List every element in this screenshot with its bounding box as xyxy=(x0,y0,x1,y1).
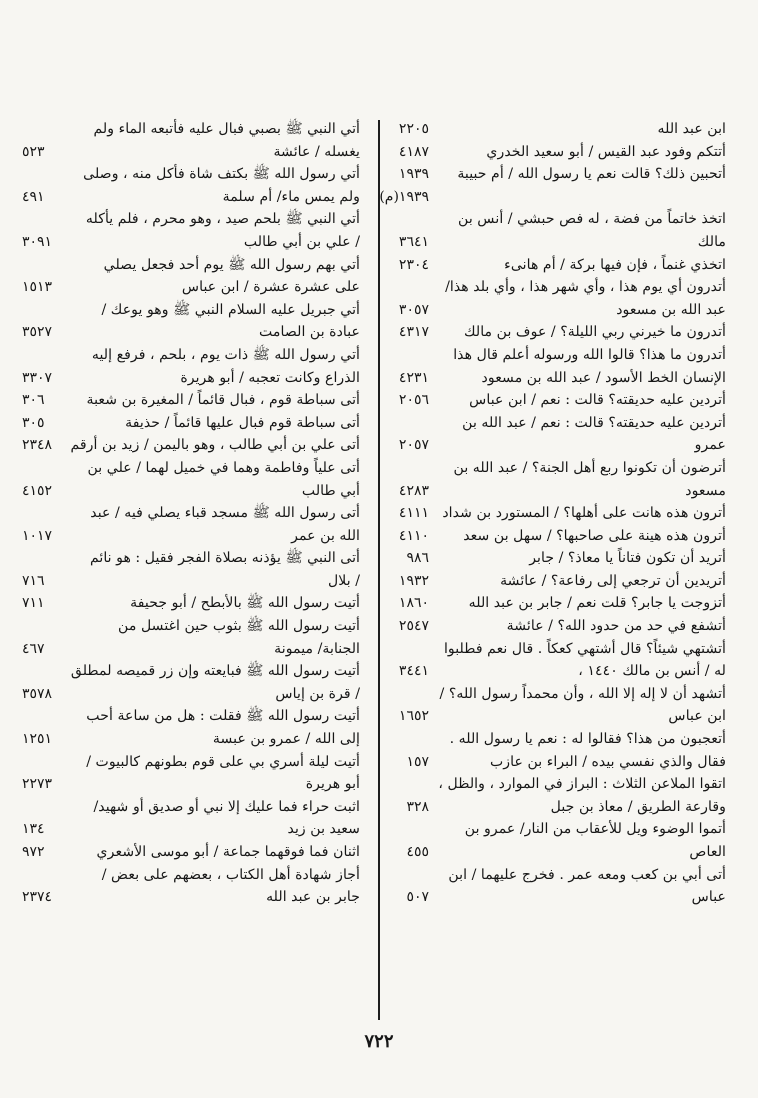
index-entry xyxy=(22,299,360,322)
entry-text: جابر بن عبد الله xyxy=(266,889,360,906)
entry-text: أتريد أن تكون فتاناً يا معاذ؟ / جابر xyxy=(529,550,726,567)
entry-text: أتي النبي ﷺ بلحم صيد ، وهو محرم ، فلم يأكله xyxy=(85,211,360,228)
index-entry xyxy=(383,344,728,367)
index-entry xyxy=(383,389,728,412)
entry-text: أبو هريرة xyxy=(305,776,360,793)
index-entry xyxy=(383,254,728,277)
entry-text: فقال والذي نفسي بيده / البراء بن عازب xyxy=(489,753,726,770)
entry-number: ٥٢٣ xyxy=(22,143,45,160)
index-entry xyxy=(22,118,360,141)
entry-number: ٤٦٧ xyxy=(22,640,45,657)
index-entry xyxy=(22,389,360,412)
index-entry xyxy=(22,276,360,299)
index-entry xyxy=(383,141,728,164)
entry-number: ٧١٦ xyxy=(22,572,45,589)
entry-text: عمرو xyxy=(694,437,726,454)
entry-number: ٤١٨٧ xyxy=(398,143,429,160)
index-entry xyxy=(383,321,728,344)
entry-text: أتشهد أن لا إله إلا الله ، وأن محمداً رسول الله؟ / xyxy=(439,685,726,702)
entry-text: أترون هذه هانت على أهلها؟ / المستورد بن شداد xyxy=(442,505,726,522)
index-entry xyxy=(22,818,360,841)
index-entry xyxy=(383,705,728,728)
entry-number: ٩٨٦ xyxy=(406,550,429,567)
entry-number: ٢٣٧٤ xyxy=(22,889,53,906)
index-entry xyxy=(383,773,728,796)
entry-text: أتي النبي ﷺ بصبي فبال عليه فأتبعه الماء ولم xyxy=(93,121,360,137)
entry-text: سعيد بن زيد xyxy=(287,821,360,838)
index-entry xyxy=(383,751,728,774)
entry-text: أتيت ليلة أسري بي على قوم بطونهم كالبيوت / xyxy=(86,753,360,770)
entry-text: / قرة بن إياس xyxy=(275,685,360,702)
entry-number: ٣٦٤١ xyxy=(398,233,429,250)
entry-number: ٢٠٥٧ xyxy=(398,437,429,454)
entry-text: مالك xyxy=(697,233,726,250)
entry-text: عباس xyxy=(691,889,726,906)
entry-text: أتيت رسول الله ﷺ فبايعته وإن زر قميصه لمطلق xyxy=(70,663,360,680)
index-entry xyxy=(22,773,360,796)
page-number: ٧٢٢ xyxy=(364,1031,394,1052)
entry-number: ٤٢٣١ xyxy=(398,369,429,386)
index-entry xyxy=(383,570,728,593)
index-entry xyxy=(22,728,360,751)
entry-text: أتيت رسول الله ﷺ بالأبطح / أبو جحيفة xyxy=(130,595,360,612)
index-entry xyxy=(22,796,360,819)
index-entry xyxy=(383,434,728,457)
entry-text: أترون هذه هينة على صاحبها؟ / سهل بن سعد xyxy=(463,527,726,544)
entry-number: ٤٣١٧ xyxy=(398,324,429,341)
index-entry xyxy=(22,864,360,887)
entry-number: ٣٠٦ xyxy=(22,392,45,409)
entry-number: ٤١٥٢ xyxy=(22,482,53,499)
entry-text: أتى أبي بن كعب ومعه عمر . فخرج عليهما / ابن xyxy=(448,866,726,883)
entry-text: أتموا الوضوء ويل للأعقاب من النار/ عمرو بن xyxy=(464,821,726,838)
index-entry xyxy=(383,276,728,299)
entry-text: اثبت حراء فما عليك إلا نبي أو صديق أو شهيد/ xyxy=(93,798,360,815)
entry-number: ١٩٣٩ xyxy=(398,166,429,183)
entry-text: أتدرون ما خيرني ربي الليلة؟ / عوف بن مالك xyxy=(463,324,726,341)
entry-number: ٤٥٥ xyxy=(406,844,429,860)
entry-text: له / أنس بن مالك ١٤٤٠ ، xyxy=(578,663,726,680)
entry-text: إلى الله / عمرو بن عبسة xyxy=(212,731,360,748)
entry-number: ١٨٦٠ xyxy=(398,595,429,612)
entry-text: ولم يمس ماء/ أم سلمة xyxy=(222,188,360,205)
entry-text: الذراع وكانت تعجبه / أبو هريرة xyxy=(180,369,360,386)
index-entry xyxy=(22,321,360,344)
entry-text: عبادة بن الصامت xyxy=(258,324,360,341)
entry-text: أجاز شهادة أهل الكتاب ، بعضهم على بعض / xyxy=(101,866,360,883)
entry-number: ٣٠٥٧ xyxy=(398,301,429,318)
entry-text: يغسله / عائشة xyxy=(273,143,360,160)
index-entry xyxy=(22,457,360,480)
entry-text: أتى رسول الله ﷺ مسجد قباء يصلي فيه / عبد xyxy=(90,505,360,522)
entry-text: عبد الله بن مسعود xyxy=(616,301,726,318)
index-entry xyxy=(22,208,360,231)
entry-text: أتشتهي شيئاً؟ قال أشتهي كعكاً . قال نعم فطلبوا xyxy=(443,640,726,657)
entry-number: ١٥٧ xyxy=(406,753,429,770)
index-entry xyxy=(22,231,360,254)
entry-text: الإنسان الخط الأسود / عبد الله بن مسعود xyxy=(481,369,726,386)
entry-text: مسعود xyxy=(685,482,726,499)
entry-number: ٩٧٢ xyxy=(22,844,45,860)
index-entry xyxy=(383,683,728,706)
index-entry xyxy=(22,841,360,864)
index-entry xyxy=(22,886,360,909)
entry-text: أتيت رسول الله ﷺ بثوب حين اغتسل من xyxy=(118,618,360,635)
index-entry xyxy=(22,186,360,209)
entry-text: أتدرون أي يوم هذا ، وأي شهر هذا ، وأي بلد هذا/ xyxy=(445,279,726,296)
entry-text: أتشفع في حد من حدود الله؟ / عائشة xyxy=(506,618,726,635)
left-column xyxy=(22,118,360,909)
entry-number: ١٩٣٢ xyxy=(398,572,429,589)
entry-number: ٤٩١ xyxy=(22,188,45,205)
index-entry xyxy=(383,457,728,480)
entry-text: ابن عباس xyxy=(668,708,726,725)
index-entry xyxy=(22,163,360,186)
index-entry xyxy=(22,705,360,728)
index-entry xyxy=(383,796,728,819)
index-entry xyxy=(22,592,360,615)
entry-number: ٣٠٥ xyxy=(22,414,45,431)
entry-number: ١٣٤ xyxy=(22,821,45,838)
index-entry xyxy=(383,818,728,841)
entry-text: أتدرون ما هذا؟ قالوا الله ورسوله أعلم قال هذا xyxy=(453,346,726,363)
index-entry xyxy=(22,412,360,435)
index-entry xyxy=(383,841,728,864)
index-entry xyxy=(22,751,360,774)
entry-number: ٣٢٨ xyxy=(406,798,429,815)
entry-text: أبي طالب xyxy=(301,482,360,499)
index-entry xyxy=(379,186,728,209)
entry-text: أتى سباطة قوم فبال عليها قائماً / حذيفة xyxy=(125,414,360,431)
entry-text: أتي بهم رسول الله ﷺ يوم أحد فجعل يصلي xyxy=(103,256,360,273)
entry-number: ٥٠٧ xyxy=(406,889,429,906)
index-entry xyxy=(383,299,728,322)
entry-text: أتحبين ذلك؟ قالت نعم يا رسول الله / أم حبيبة xyxy=(457,166,726,183)
entry-text: أتي رسول الله ﷺ بكتف شاة فأكل منه ، وصلى xyxy=(83,166,360,183)
index-entry xyxy=(22,434,360,457)
entry-number: ١٢٥١ xyxy=(22,731,53,748)
index-entry xyxy=(22,141,360,164)
index-entry xyxy=(383,660,728,683)
index-entry xyxy=(22,480,360,503)
index-entry xyxy=(22,570,360,593)
column-divider xyxy=(378,120,380,1020)
entry-text: اتقوا الملاعن الثلاث : البراز في الموارد ، والظل ، xyxy=(438,776,726,793)
entry-text: أتردين عليه حديقته؟ قالت : نعم / ابن عباس xyxy=(469,392,726,409)
entry-number: ٢٠٥٦ xyxy=(398,392,429,409)
index-entry xyxy=(383,864,728,887)
entry-number: ٧١١ xyxy=(22,595,45,612)
entry-text: أتريدين أن ترجعي إلى رفاعة؟ / عائشة xyxy=(500,572,726,589)
entry-number: ٤١١١ xyxy=(398,505,429,522)
entry-number: ٢٣٠٤ xyxy=(398,256,429,273)
index-entry xyxy=(383,525,728,548)
entry-text: اتخذ خاتماً من فضة ، له فص حبشي / أنس بن xyxy=(458,211,726,228)
entry-number: ٢٢٧٣ xyxy=(22,776,53,793)
entry-text: أتى النبي ﷺ يؤذنه بصلاة الفجر فقيل : هو نائم xyxy=(89,550,360,567)
index-entry xyxy=(22,344,360,367)
index-entry xyxy=(383,615,728,638)
entry-number: ٣٥٢٧ xyxy=(22,324,53,341)
entry-number: ٣٥٧٨ xyxy=(22,685,53,702)
entry-number: ٣٣٠٧ xyxy=(22,369,53,386)
index-entry xyxy=(383,592,728,615)
entry-text: أتتكم وفود عبد القيس / أبو سعيد الخدري xyxy=(486,143,726,160)
entry-text: أتي جبريل عليه السلام النبي ﷺ وهو يوعك / xyxy=(101,301,360,318)
index-entry xyxy=(383,208,728,231)
entry-text: العاص xyxy=(689,844,726,860)
entry-text: أتيت رسول الله ﷺ فقلت : هل من ساعة أحب xyxy=(86,708,360,725)
entry-number: ١٥١٣ xyxy=(22,279,53,296)
index-entry xyxy=(383,231,728,254)
index-entry xyxy=(383,412,728,435)
entry-text: أتي رسول الله ﷺ ذات يوم ، بلحم ، فرفع إليه xyxy=(91,346,360,363)
entry-number: ٤٢٨٣ xyxy=(398,482,429,499)
entry-number: ٣٤٤١ xyxy=(398,663,429,680)
entry-text: ابن عبد الله xyxy=(657,121,726,137)
entry-text: أترضون أن تكونوا ربع أهل الجنة؟ / عبد الله بن xyxy=(453,459,726,476)
entry-number: ٣٠٩١ xyxy=(22,233,53,250)
entry-text: أتزوجت يا جابر؟ قلت نعم / جابر بن عبد الله xyxy=(468,595,726,612)
index-entry xyxy=(383,728,728,751)
index-entry xyxy=(22,615,360,638)
entry-text: اثنان فما فوقهما جماعة / أبو موسى الأشعري xyxy=(96,844,360,860)
entry-text: أتى علياً وفاطمة وهما في خميل لهما / علي بن xyxy=(87,459,360,476)
entry-text: أتردين عليه حديقته؟ قالت : نعم / عبد الله بن xyxy=(462,414,726,431)
index-entry xyxy=(383,163,728,186)
right-column xyxy=(379,118,728,909)
entry-number: ٤١١٠ xyxy=(398,527,429,544)
index-entry xyxy=(22,367,360,390)
entry-text: / بلال xyxy=(327,572,360,589)
entry-text: الجنابة/ ميمونة xyxy=(274,640,360,657)
entry-text: أتى سباطة قوم ، فبال قائماً / المغيرة بن شعبة xyxy=(86,392,360,409)
index-entry xyxy=(22,660,360,683)
index-entry xyxy=(22,638,360,661)
index-entry xyxy=(383,547,728,570)
entry-text: أتعجبون من هذا؟ فقالوا له : نعم يا رسول الله . xyxy=(449,731,726,748)
index-entry xyxy=(22,254,360,277)
entry-number: ١٠١٧ xyxy=(22,527,53,544)
index-entry xyxy=(22,547,360,570)
index-entry xyxy=(22,525,360,548)
index-entry xyxy=(22,502,360,525)
entry-text: أتى علي بن أبي طالب ، وهو باليمن / زيد بن أرقم xyxy=(70,437,360,454)
index-entry xyxy=(383,638,728,661)
index-entry xyxy=(383,367,728,390)
entry-text: الله بن عمر xyxy=(291,527,360,544)
index-entry xyxy=(383,502,728,525)
entry-number: ٢٥٤٧ xyxy=(398,618,429,635)
entry-text: اتخذي غنماً ، فإن فيها بركة / أم هانىء xyxy=(504,256,726,273)
entry-text: / علي بن أبي طالب xyxy=(243,233,360,250)
entry-number: ٢٣٤٨ xyxy=(22,437,53,454)
entry-text: وقارعة الطريق / معاذ بن جبل xyxy=(550,798,726,815)
entry-number: ١٩٣٩(م) xyxy=(379,188,429,205)
index-entry xyxy=(383,886,728,909)
entry-number: ٢٢٠٥ xyxy=(398,121,429,137)
entry-text: على عشرة عشرة / ابن عباس xyxy=(181,279,360,296)
entry-number: ١٦٥٢ xyxy=(398,708,429,725)
index-entry xyxy=(383,480,728,503)
index-entry xyxy=(22,683,360,706)
index-entry xyxy=(383,118,728,141)
